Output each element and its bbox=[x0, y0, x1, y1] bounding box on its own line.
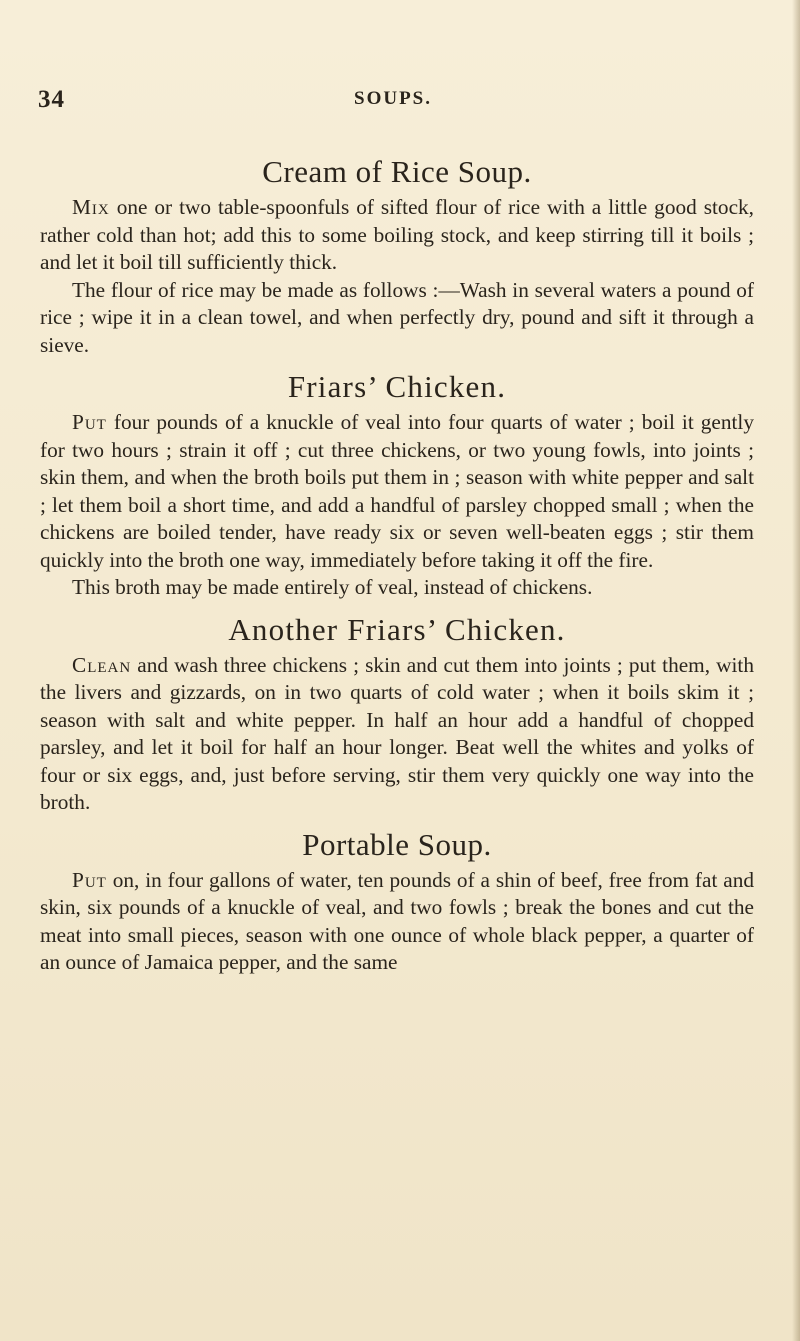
paragraph-text: This broth may be made entirely of veal, instead of chickens. bbox=[72, 575, 593, 599]
paragraph-text: and wash three chickens ; skin and cut them into joints ; put them, with the livers and gizzards, on in two quarts of cold water ; when it boils skim it ; season with salt and white pepper. In half an hour add a handful of chopped parsley, and let it boil for half an hour longer. Beat well the whites and yolks of four or six eggs, and, just before serving, stir them very quickly one way into the broth. bbox=[40, 652, 754, 814]
running-head bbox=[38, 86, 748, 116]
paragraph-text: on, in four gallons of water, ten pounds of a shin of beef, free from fat and skin, six pounds of a knuckle of veal, and two fowls ; break the bones and cut the meat into small pieces, season with one ounce of whole black pepper, a quarter of an ounce of Jamaica pepper, and the same bbox=[40, 867, 754, 974]
recipe-title: Friars’ Chicken. bbox=[287, 369, 507, 404]
page-number: 34 bbox=[38, 86, 65, 113]
page-edge-shadow bbox=[792, 0, 800, 1341]
recipe-portable-soup bbox=[40, 823, 754, 977]
lead-word: Clean bbox=[72, 652, 132, 677]
recipe-paragraph bbox=[40, 194, 754, 277]
recipe-title: Portable Soup. bbox=[302, 826, 492, 862]
paragraph-text: four pounds of a knuckle of veal into four quarts of water ; boil it gently for two hours ; strain it off ; cut three chickens, or two young fowls, into joints ; skin them, and when the broth boils put them in ; season with white pepper and salt ; let them boil a short time, and add a handful of parsley chopped small ; when the chickens are boiled tender, have ready six or seven well-beaten eggs ; stir them quickly into the broth one way, immediately before taking it off the fire. bbox=[40, 410, 754, 572]
recipe-title: Cream of Rice Soup. bbox=[262, 154, 532, 189]
paragraph-text: The flour of rice may be made as follows :—Wash in several waters a pound of rice ; wipe it in a clean towel, and when perfectly dry, pound and sift it through a sieve. bbox=[40, 277, 754, 357]
recipe-paragraph bbox=[40, 409, 754, 574]
recipe-cream-of-rice-soup bbox=[40, 150, 754, 359]
recipe-title: Another Friars’ Chicken. bbox=[228, 611, 566, 647]
recipe-another-friars-chicken bbox=[40, 608, 754, 817]
paragraph-text: one or two table-spoonfuls of sifted flour of rice with a little good stock, rather cold than hot; add this to some boiling stock, and keep stirring till it boils ; and let it boil till sufficiently thick. bbox=[40, 195, 754, 274]
lead-word: Mix bbox=[72, 195, 110, 219]
section-title: SOUPS. bbox=[354, 88, 432, 109]
recipe-paragraph bbox=[40, 574, 754, 602]
lead-word: Put bbox=[72, 410, 107, 434]
recipe-paragraph bbox=[40, 867, 754, 977]
lead-word: Put bbox=[72, 867, 107, 892]
page-content bbox=[40, 150, 754, 977]
recipe-paragraph bbox=[40, 277, 754, 360]
recipe-paragraph bbox=[40, 652, 754, 817]
recipe-friars-chicken bbox=[40, 365, 754, 602]
